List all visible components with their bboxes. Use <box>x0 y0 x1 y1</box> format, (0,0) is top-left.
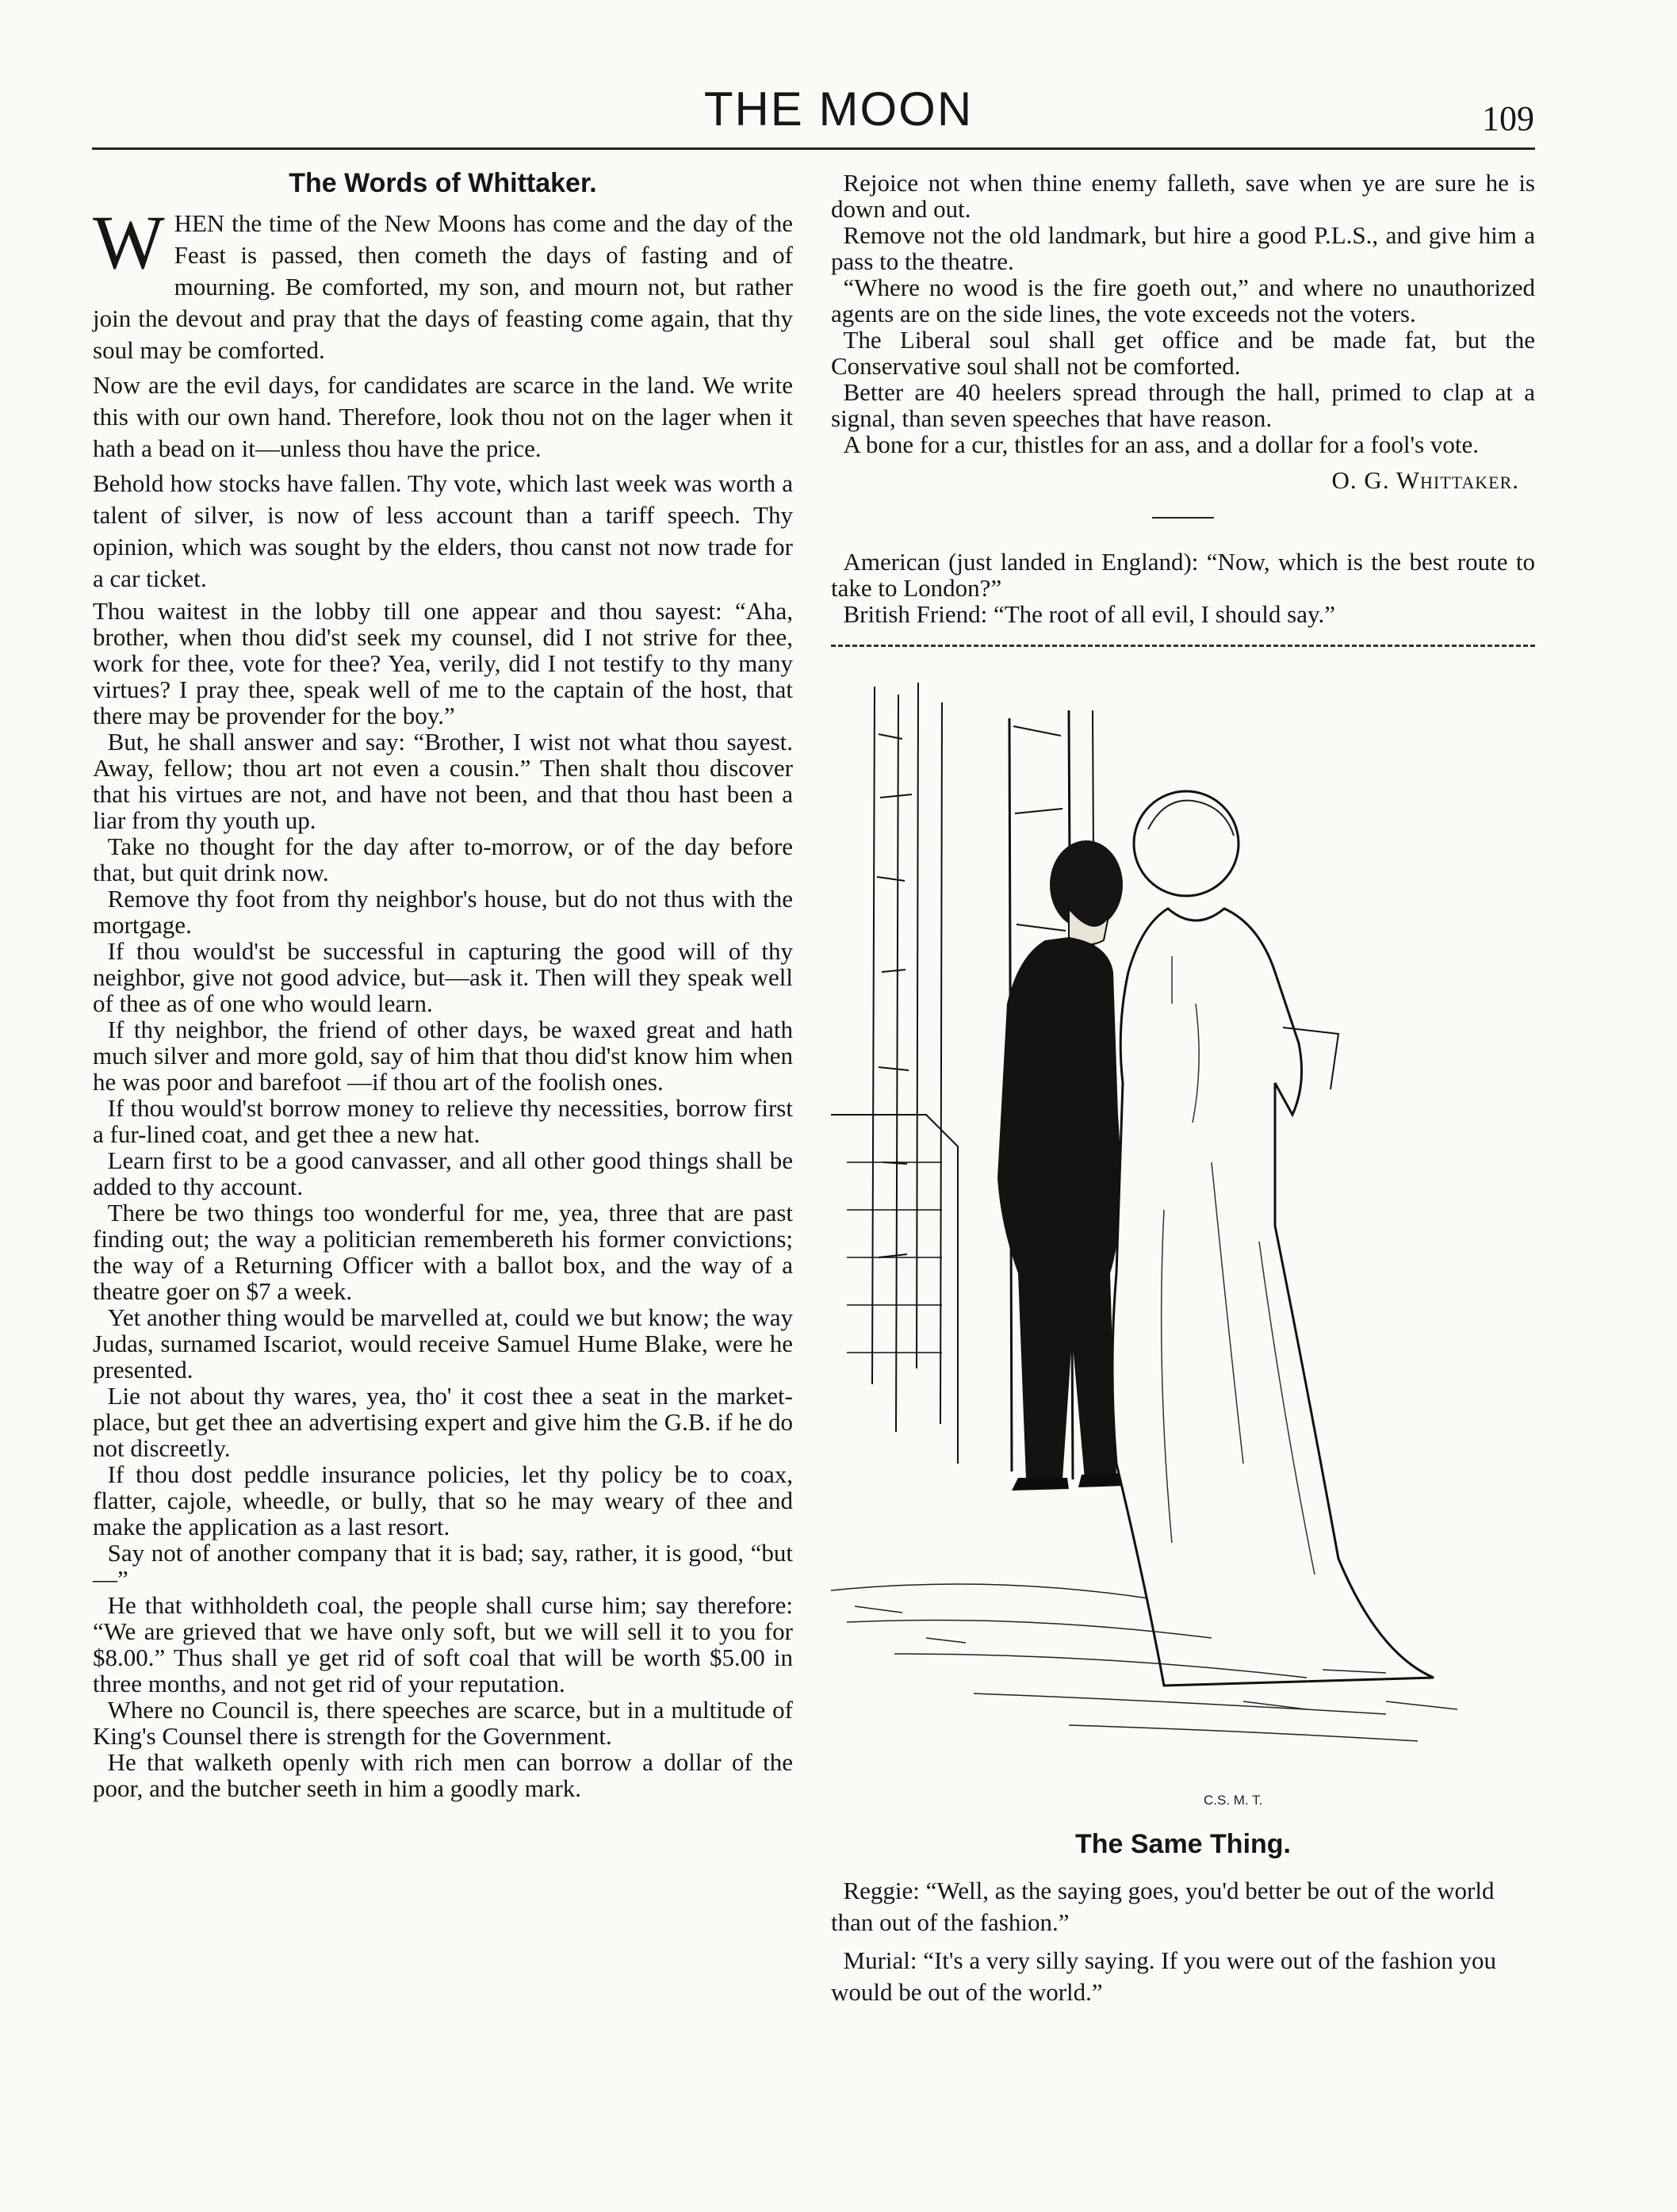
body-paragraph: Yet another thing would be marvelled at, could we but know; the way Judas, surnamed Iscariot, would receive Samuel Hume Blake, were he presented. <box>93 1303 793 1383</box>
joke-block <box>831 549 1535 627</box>
publication-title: THE MOON <box>703 82 974 136</box>
maxim-paragraph: The Liberal soul shall get office and be made fat, but the Conservative soul shall not be comforted. <box>831 326 1535 380</box>
body-paragraph: If thou would'st borrow money to relieve thy necessities, borrow first a fur-lined coat, and get thee a new hat. <box>93 1094 793 1148</box>
body-paragraph: But, he shall answer and say: “Brother, I wist not what thou sayest. Away, fellow; thou art not even a cousin.” Then shalt thou discover that his virtues are not, and have not been, and that thou hast been a liar from thy youth up. <box>93 728 793 834</box>
maxim-paragraph: A bone for a cur, thistles for an ass, and a dollar for a fool's vote. <box>843 431 1480 458</box>
cartoon-illustration <box>831 671 1535 1816</box>
header-rule <box>92 147 1535 150</box>
article-continued <box>831 170 1535 457</box>
body-paragraph: Take no thought for the day after to-morrow, or of the day before that, but quit drink now. <box>93 832 793 886</box>
body-paragraph: If thou would'st be successful in capturing the good will of thy neighbor, give not good advice, but—ask it. Then will they speak well of thee as of one who would learn. <box>93 937 793 1017</box>
joke-line: American (just landed in England): “Now, which is the best route to take to London?” <box>831 548 1535 602</box>
cartoon-dialogue <box>831 1875 1535 2008</box>
dialogue-line: Reggie: “Well, as the saying goes, you'd better be out of the world than out of the fashion.” <box>831 1877 1495 1936</box>
body-paragraph: He that walketh openly with rich men can borrow a dollar of the poor, and the butcher seeth in him a goodly mark. <box>93 1748 793 1802</box>
cartoon-caption: The Same Thing. <box>1074 1829 1292 1859</box>
body-paragraph: Learn first to be a good canvasser, and all other good things shall be added to thy account. <box>93 1146 793 1200</box>
lead-paragraph: Now are the evil days, for candidates are scarce in the land. We write this with our own hand. Therefore, look thou not on the lager when it hath a bead on it—unless thou have the price. <box>93 371 793 462</box>
article-lead <box>93 200 793 595</box>
body-paragraph: Remove thy foot from thy neighbor's house, but do not thus with the mortgage. <box>93 885 793 939</box>
artist-signature: C.S. M. T. <box>1204 1793 1263 1808</box>
dialogue-line: Murial: “It's a very silly saying. If you were out of the fashion you would be out of the world.” <box>831 1946 1496 2006</box>
maxim-paragraph: “Where no wood is the fire goeth out,” and where no unauthorized agents are on the side lines, the vote exceeds not the voters. <box>831 274 1535 327</box>
maxim-paragraph: Better are 40 heelers spread through the hall, primed to clap at a signal, than seven speeches that have reason. <box>831 378 1535 432</box>
author-signature: O. G. Whittaker. <box>1331 466 1519 494</box>
page-number: 109 <box>1482 99 1534 138</box>
section-divider <box>1152 517 1214 519</box>
body-paragraph: Lie not about thy wares, yea, tho' it cost thee a seat in the market-place, but get thee an advertising expert and give him the G.B. if he do not discreetly. <box>93 1382 793 1462</box>
body-paragraph: He that withholdeth coal, the people shall curse him; say therefore: “We are grieved that we have only soft, but we will sell it to you for $8.00.” Thus shall ye get rid of soft coal that will be worth $5.00 in three months, and not get rid of your reputation. <box>93 1591 793 1697</box>
maxim-paragraph: Rejoice not when thine enemy falleth, save when ye are sure he is down and out. <box>831 169 1535 223</box>
dashed-divider <box>831 645 1535 647</box>
man-figure <box>997 840 1124 1491</box>
body-paragraph: Where no Council is, there speeches are scarce, but in a multitude of King's Counsel there is strength for the Government. <box>93 1696 793 1750</box>
woman-figure <box>1112 791 1434 1686</box>
lead-paragraph-text: HEN the time of the New Moons has come and the day of the Feast is passed, then cometh the days of fasting and of mourning. Be comforted, my son, and mourn not, but rather join the devout and pray that the days of feasting come again, that thy soul may be comforted. <box>93 209 793 364</box>
body-paragraph: If thy neighbor, the friend of other days, be waxed great and hath much silver and more gold, say of him that thou did'st know him when he was poor and barefoot —if thou art of the foolish ones. <box>93 1016 793 1096</box>
maxim-paragraph: Remove not the old landmark, but hire a good P.L.S., and give him a pass to the theatre. <box>831 221 1535 275</box>
body-paragraph: If thou dost peddle insurance policies, let thy policy be to coax, flatter, cajole, wheedle, or bully, that so he may weary of thee and make the application as a last resort. <box>93 1460 793 1540</box>
left-column <box>93 166 793 1801</box>
body-paragraph: Say not of another company that it is bad; say, rather, it is good, “but—” <box>93 1539 793 1593</box>
right-column <box>831 170 1535 2015</box>
lead-paragraph: Behold how stocks have fallen. Thy vote, which last week was worth a talent of silver, is now of less account than a tariff speech. Thy opinion, which was sought by the elders, thou canst not now trade for a car ticket. <box>93 469 793 592</box>
article-body <box>93 598 793 1801</box>
joke-line: British Friend: “The root of all evil, I should say.” <box>843 600 1335 628</box>
article-title: The Words of Whittaker. <box>289 168 597 198</box>
lead-paragraph <box>93 200 793 366</box>
drop-cap: W <box>93 200 165 285</box>
body-paragraph: There be two things too wonderful for me, yea, three that are past finding out; the way a politician remembereth his former convictions; the way of a Returning Officer with a ballot box, and the way of a theatre goer on $7 a week. <box>93 1199 793 1305</box>
body-paragraph: Thou waitest in the lobby till one appear and thou sayest: “Aha, brother, when thou did'st seek my counsel, did I not strive for thee, work for thee, vote for thee? Yea, verily, did I not testify to thy many virtues? I pray thee, speak well of me to the captain of the host, that there may be provender for the boy.” <box>93 597 793 729</box>
